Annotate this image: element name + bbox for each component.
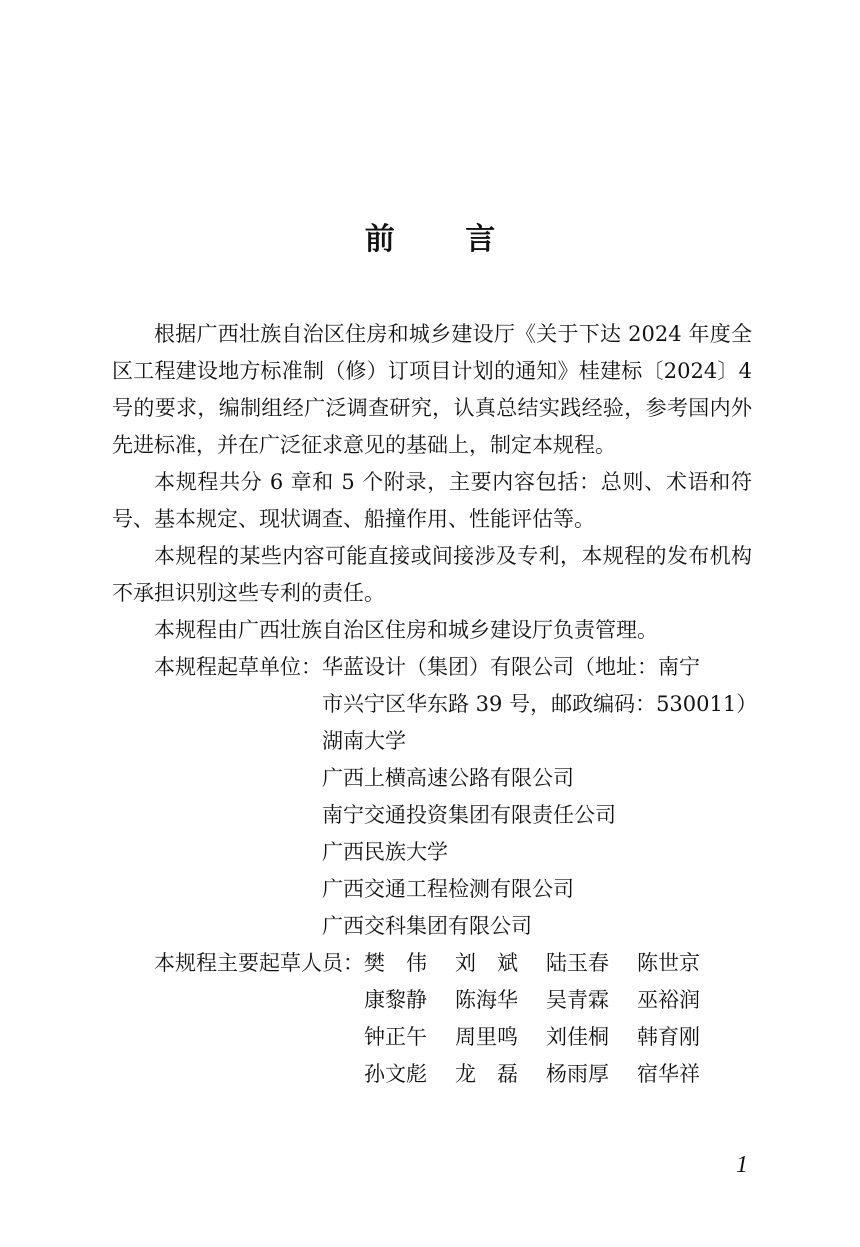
- paragraph: 根据广西壮族自治区住房和城乡建设厅《关于下达 2024 年度全区工程建设地方标准制（修）订项目计划的通知》桂建标〔2024〕4 号的要求，编制组经广泛调查研究，认真总结实践经验，参考国内外先进标准，并在广泛征求意见的基础上，制定本规程。: [112, 322, 752, 457]
- drafter-name: 刘 斌: [455, 951, 518, 975]
- drafter-name: 樊 伟: [364, 951, 427, 975]
- drafter-name: 龙 磊: [455, 1062, 518, 1086]
- drafter-name: 宿华祥: [637, 1062, 700, 1086]
- preface-body: [112, 316, 758, 1093]
- drafting-unit: 华蓝设计（集团）有限公司（地址：南宁: [322, 655, 700, 679]
- drafter-name: 陆玉春: [546, 951, 609, 975]
- drafter-name: 巫裕润: [637, 988, 700, 1012]
- drafter-name: 周里鸣: [455, 1025, 518, 1049]
- drafting-unit: 广西交科集团有限公司: [322, 914, 532, 938]
- drafting-unit: 广西上横高速公路有限公司: [322, 766, 574, 790]
- drafting-unit: 南宁交通投资集团有限责任公司: [322, 803, 616, 827]
- paragraph: 本规程由广西壮族自治区住房和城乡建设厅负责管理。: [154, 618, 658, 642]
- drafter-name: 陈世京: [637, 951, 700, 975]
- drafting-units-section: [112, 649, 758, 945]
- drafters-grid: [364, 945, 728, 1093]
- page-number: 1: [736, 1152, 748, 1178]
- drafter-name: 陈海华: [455, 988, 518, 1012]
- drafting-unit: 广西交通工程检测有限公司: [322, 877, 574, 901]
- paragraph: 本规程的某些内容可能直接或间接涉及专利，本规程的发布机构不承担识别这些专利的责任。: [112, 544, 752, 605]
- paragraph: 本规程共分 6 章和 5 个附录，主要内容包括：总则、术语和符号、基本规定、现状调查、船撞作用、性能评估等。: [112, 470, 752, 531]
- drafter-name: 吴青霖: [546, 988, 609, 1012]
- drafter-name: 钟正午: [364, 1025, 427, 1049]
- drafting-unit: 广西民族大学: [322, 840, 448, 864]
- drafting-unit: 市兴宁区华东路 39 号，邮政编码：530011）: [322, 692, 758, 716]
- page-title: 前 言: [364, 222, 526, 257]
- drafter-name: 韩育刚: [637, 1025, 700, 1049]
- drafter-name: 刘佳桐: [546, 1025, 609, 1049]
- drafter-name: 杨雨厚: [546, 1062, 609, 1086]
- drafter-name: 孙文彪: [364, 1062, 427, 1086]
- drafter-name: 康黎静: [364, 988, 427, 1012]
- drafters-section: [112, 945, 752, 1093]
- drafters-label: 本规程主要起草人员：: [154, 951, 364, 975]
- drafting-units-list: [322, 649, 757, 945]
- drafting-unit: 湖南大学: [322, 729, 406, 753]
- drafting-units-label: 本规程起草单位：: [154, 655, 322, 679]
